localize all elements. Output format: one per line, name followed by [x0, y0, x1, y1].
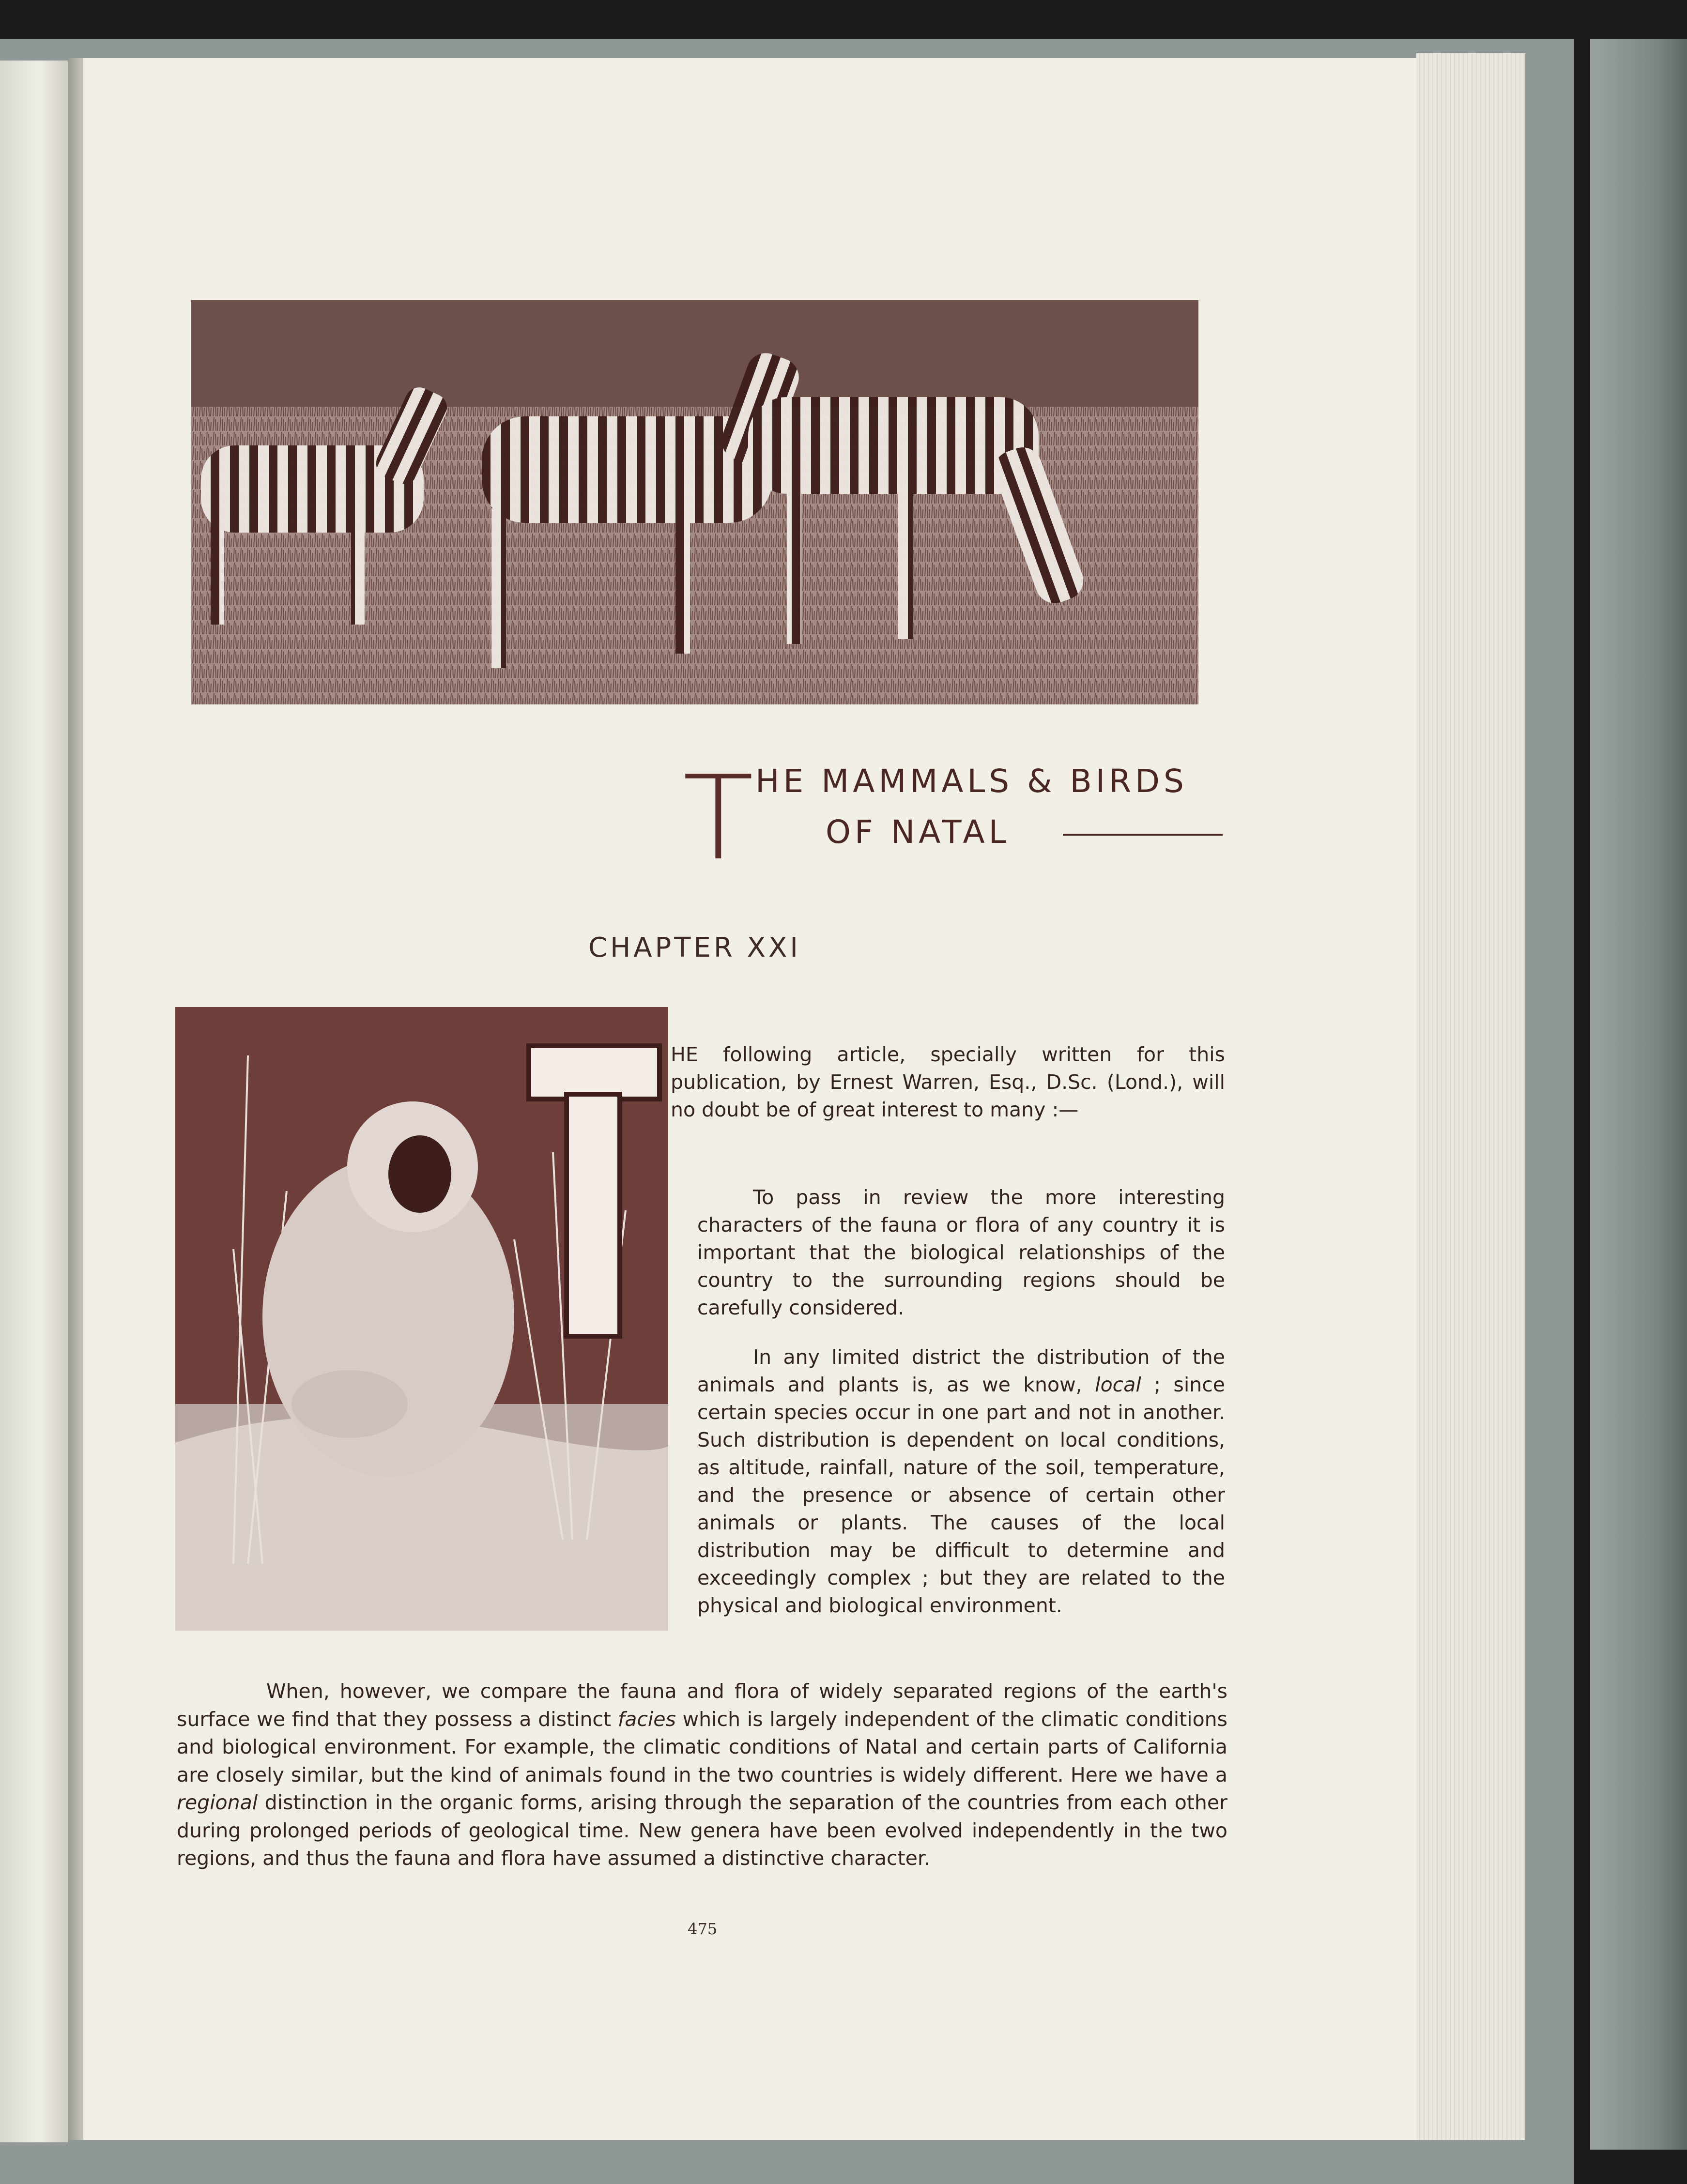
paragraph-3-emphasis: local	[1095, 1373, 1141, 1396]
paragraph-3-text-a: In any limited district the distribution of the animals and plants is, as we know,	[697, 1345, 1225, 1396]
paragraph-2: To pass in review the more interesting characters of the fauna or flora of any country it is important that the biological relationships of the country to the surrounding regions should be carefully considered.	[697, 1186, 1225, 1319]
title-line-2: OF NATAL	[826, 813, 1011, 851]
page-number: 475	[688, 1920, 718, 1938]
title-initial: T	[683, 750, 754, 886]
title-rule	[1063, 834, 1223, 836]
monkey-with-drop-cap-photo	[175, 1007, 668, 1631]
paragraph-3	[697, 1344, 1225, 1619]
paragraph-4	[177, 1678, 1227, 1873]
left-page-edge	[0, 61, 68, 2142]
page-fore-edge	[1416, 53, 1525, 2140]
paragraph-4-emphasis-1: facies	[617, 1707, 676, 1731]
paragraph-4-text-a: When, however, we compare the fauna and flora of widely separated regions of the earth's surface we find that they possess a distinct	[177, 1680, 1227, 1731]
paragraph-4-text-c: distinction in the organic forms, arising through the separation of the countries from each other during prolonged periods of geological time. New genera have been evolved independently in the two regions, and thus the fauna and flora have assumed a distinctive character.	[177, 1791, 1227, 1870]
book-cover-edge	[1590, 39, 1687, 2150]
paragraph-4-text-b: which is largely independent of the climatic conditions and biological environment. For example, the climatic conditions of Natal and certain parts of California are closely similar, but the kind of animals found in the two countries is widely different. Here we have a	[177, 1707, 1227, 1787]
chapter-heading: CHAPTER XXI	[588, 932, 801, 963]
zebras-grazing-photo	[191, 300, 1198, 704]
paragraph-4-emphasis-2: regional	[177, 1791, 258, 1814]
title-line-1: HE MAMMALS & BIRDS	[755, 763, 1188, 800]
paragraph-3-text-b: ; since certain species occur in one part and not in another. Such distribution is dependent on local conditions, as altitude, rainfall, nature of the soil, temperature, and the presence or absence of certain other animals or plants. The causes of the local distribution may be difficult to determine and exceedingly complex ; but they are related to the physical and biological environment.	[697, 1373, 1225, 1617]
intro-paragraph: HE following article, specially written for this publication, by Ernest Warren, Esq., D.Sc. (Lond.), will no doubt be of great interest to many :—	[671, 1043, 1225, 1121]
